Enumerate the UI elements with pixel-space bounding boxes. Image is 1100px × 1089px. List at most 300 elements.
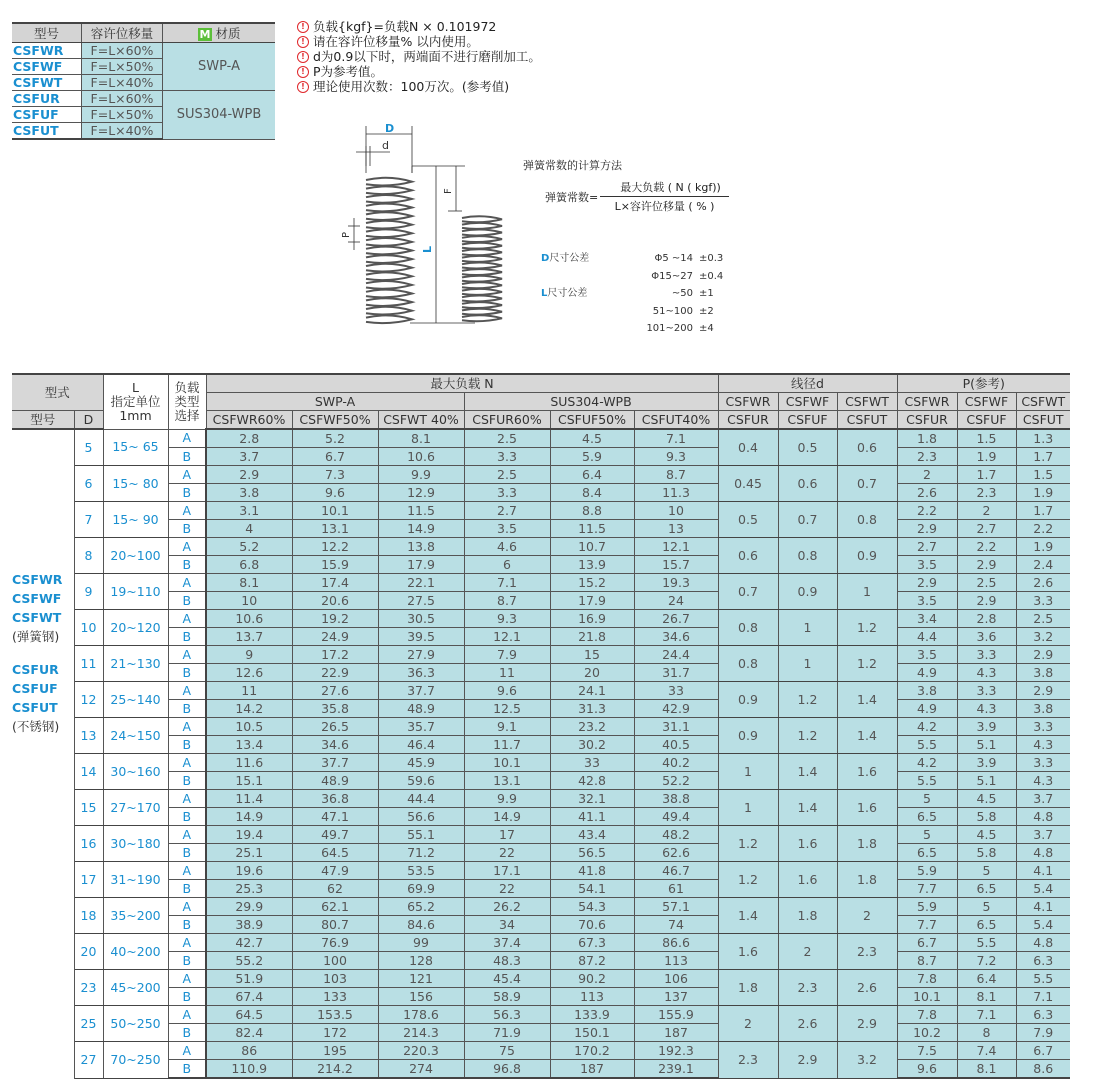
max-load-value: 38.8 bbox=[634, 790, 718, 808]
max-load-value: 8.1 bbox=[206, 574, 292, 592]
table-row bbox=[12, 610, 1070, 628]
max-load-value: 10.5 bbox=[206, 718, 292, 736]
pitch-value: 2.9 bbox=[897, 574, 957, 592]
max-load-value: 13.7 bbox=[206, 628, 292, 646]
max-load-value: 67.4 bbox=[206, 988, 292, 1006]
pitch-value: 6.7 bbox=[1016, 1042, 1070, 1060]
coil-turn bbox=[462, 223, 502, 229]
max-load-value: 33 bbox=[634, 682, 718, 700]
tolerance-row bbox=[541, 303, 723, 321]
max-load-value: 8.7 bbox=[464, 592, 550, 610]
max-load-value: 128 bbox=[378, 952, 464, 970]
table-row bbox=[12, 808, 1070, 826]
wire-diameter-value: 0.45 bbox=[718, 466, 778, 502]
pitch-value: 5.9 bbox=[897, 898, 957, 916]
max-load-value: 64.5 bbox=[292, 844, 378, 862]
load-type-b: B bbox=[168, 808, 206, 826]
header-tolerance: 容许位移量 bbox=[82, 23, 163, 43]
load-type-b: B bbox=[168, 1060, 206, 1079]
pitch-value: 3.5 bbox=[897, 592, 957, 610]
max-load-value: 4.5 bbox=[550, 429, 634, 448]
warning-icon: ! bbox=[297, 21, 309, 33]
coil-turn bbox=[462, 216, 502, 222]
pitch-value: 7.7 bbox=[897, 880, 957, 898]
header-material: M 材质 bbox=[163, 23, 276, 43]
max-load-value: 71.2 bbox=[378, 844, 464, 862]
max-load-value: 71.9 bbox=[464, 1024, 550, 1042]
pitch-value: 1.7 bbox=[1016, 502, 1070, 520]
length-range: 20~120 bbox=[103, 610, 168, 646]
max-load-value: 42.7 bbox=[206, 934, 292, 952]
max-load-value: 42.9 bbox=[634, 700, 718, 718]
max-load-value: 48.9 bbox=[378, 700, 464, 718]
wire-diameter-value: 1.4 bbox=[778, 754, 837, 790]
load-type-a: A bbox=[168, 754, 206, 772]
max-load-value: 12.9 bbox=[378, 484, 464, 502]
max-load-value: 86 bbox=[206, 1042, 292, 1060]
pitch-value: 5.8 bbox=[957, 844, 1016, 862]
pitch-value: 2.9 bbox=[957, 556, 1016, 574]
wire-diameter-value: 0.7 bbox=[837, 466, 897, 502]
max-load-value: 4.6 bbox=[464, 538, 550, 556]
load-type-b: B bbox=[168, 700, 206, 718]
max-load-value: 15.9 bbox=[292, 556, 378, 574]
max-load-value: 13.8 bbox=[378, 538, 464, 556]
max-load-value: 121 bbox=[378, 970, 464, 988]
d-value: 12 bbox=[74, 682, 103, 718]
material-name: SWP-A bbox=[163, 43, 276, 91]
wire-diameter-value: 0.7 bbox=[778, 502, 837, 538]
max-load-value: 32.1 bbox=[550, 790, 634, 808]
max-load-value: 34.6 bbox=[634, 628, 718, 646]
max-load-value: 9.6 bbox=[464, 682, 550, 700]
max-load-value: 23.2 bbox=[550, 718, 634, 736]
max-load-value: 58.9 bbox=[464, 988, 550, 1006]
load-type-a: A bbox=[168, 466, 206, 484]
wire-diameter-value: 1.2 bbox=[718, 862, 778, 898]
max-load-value: 48.3 bbox=[464, 952, 550, 970]
pitch-value: 7.8 bbox=[897, 1006, 957, 1024]
header-max-load: 最大负载 N bbox=[206, 374, 718, 393]
max-load-value: 187 bbox=[550, 1060, 634, 1079]
max-load-value: 14.9 bbox=[206, 808, 292, 826]
pitch-value: 8.7 bbox=[897, 952, 957, 970]
max-load-value: 12.5 bbox=[464, 700, 550, 718]
max-load-value: 67.3 bbox=[550, 934, 634, 952]
material-code: CSFWT bbox=[12, 75, 82, 91]
wire-diameter-value: 1 bbox=[778, 610, 837, 646]
pitch-value: 5.1 bbox=[957, 736, 1016, 754]
wire-diameter-value: 1.2 bbox=[718, 826, 778, 862]
pitch-value: 3.3 bbox=[1016, 592, 1070, 610]
max-load-value: 40.2 bbox=[634, 754, 718, 772]
wire-diameter-value: 1.6 bbox=[837, 754, 897, 790]
length-range: 70~250 bbox=[103, 1042, 168, 1079]
max-load-value: 6.7 bbox=[292, 448, 378, 466]
wire-diameter-value: 0.8 bbox=[718, 610, 778, 646]
header-wire-col: CSFUF bbox=[778, 411, 837, 430]
pitch-value: 2.7 bbox=[957, 520, 1016, 538]
max-load-value: 76.9 bbox=[292, 934, 378, 952]
coil-turn bbox=[366, 221, 412, 229]
max-load-value: 8.1 bbox=[378, 429, 464, 448]
max-load-value: 38.9 bbox=[206, 916, 292, 934]
max-load-value: 2.7 bbox=[464, 502, 550, 520]
header-pitch-col: CSFUT bbox=[1016, 411, 1070, 430]
wire-diameter-value: 1.4 bbox=[718, 898, 778, 934]
table-row bbox=[12, 916, 1070, 934]
coil-turn bbox=[462, 289, 502, 295]
coil-turn bbox=[366, 307, 412, 315]
table-row bbox=[12, 520, 1070, 538]
spring-free-length-illustration bbox=[366, 178, 412, 323]
formula-denominator: L×容许位移量 ( % ) bbox=[614, 200, 715, 213]
load-type-b: B bbox=[168, 772, 206, 790]
max-load-value: 64.5 bbox=[206, 1006, 292, 1024]
max-load-value: 43.4 bbox=[550, 826, 634, 844]
max-load-value: 12.2 bbox=[292, 538, 378, 556]
max-load-value: 9.3 bbox=[464, 610, 550, 628]
tolerance-range: 51~100 bbox=[652, 305, 693, 317]
max-load-value: 133 bbox=[292, 988, 378, 1006]
header-pitch-col: CSFWT bbox=[1016, 393, 1070, 411]
d-value: 13 bbox=[74, 718, 103, 754]
d-value: 25 bbox=[74, 1006, 103, 1042]
max-load-value: 36.3 bbox=[378, 664, 464, 682]
pitch-value: 4.1 bbox=[1016, 898, 1070, 916]
max-load-value: 45.4 bbox=[464, 970, 550, 988]
coil-turn bbox=[462, 256, 502, 262]
max-load-value: 21.8 bbox=[550, 628, 634, 646]
coil-turn bbox=[462, 269, 502, 275]
table-row bbox=[12, 826, 1070, 844]
wire-diameter-value: 0.8 bbox=[778, 538, 837, 574]
max-load-value: 51.9 bbox=[206, 970, 292, 988]
load-type-b: B bbox=[168, 448, 206, 466]
load-type-a: A bbox=[168, 682, 206, 700]
pitch-value: 5.1 bbox=[957, 772, 1016, 790]
wire-diameter-value: 0.6 bbox=[718, 538, 778, 574]
type-material-name: (弹簧钢) bbox=[12, 629, 60, 644]
pitch-value: 3.5 bbox=[897, 646, 957, 664]
load-type-a: A bbox=[168, 790, 206, 808]
coil-turn bbox=[462, 309, 502, 315]
table-row bbox=[12, 502, 1070, 520]
max-load-value: 54.1 bbox=[550, 880, 634, 898]
formula-numerator: 最大负载 ( N ( kgf)) bbox=[600, 179, 729, 197]
coil-turn bbox=[366, 195, 412, 203]
pitch-value: 8.1 bbox=[957, 988, 1016, 1006]
table-row bbox=[12, 736, 1070, 754]
pitch-value: 2.9 bbox=[1016, 646, 1070, 664]
max-load-value: 37.7 bbox=[292, 754, 378, 772]
wire-diameter-value: 0.9 bbox=[718, 718, 778, 754]
max-load-value: 99 bbox=[378, 934, 464, 952]
pitch-value: 1.9 bbox=[1016, 484, 1070, 502]
d-value: 27 bbox=[74, 1042, 103, 1079]
note-item: ! 负载{kgf}=负载N × 0.101972 bbox=[297, 19, 541, 34]
pitch-value: 6.5 bbox=[897, 844, 957, 862]
load-type-a: A bbox=[168, 970, 206, 988]
max-load-value: 87.2 bbox=[550, 952, 634, 970]
tolerance-range: ~50 bbox=[671, 288, 693, 299]
pitch-value: 2.8 bbox=[957, 610, 1016, 628]
tolerance-row bbox=[541, 250, 723, 268]
header-load-col: CSFUT40% bbox=[634, 411, 718, 430]
max-load-value: 48.2 bbox=[634, 826, 718, 844]
max-load-value: 17 bbox=[464, 826, 550, 844]
max-load-value: 3.3 bbox=[464, 484, 550, 502]
pitch-value: 3.3 bbox=[957, 646, 1016, 664]
max-load-value: 70.6 bbox=[550, 916, 634, 934]
max-load-value: 12.6 bbox=[206, 664, 292, 682]
pitch-value: 2.6 bbox=[1016, 574, 1070, 592]
header-load-col: CSFUR60% bbox=[464, 411, 550, 430]
max-load-value: 13.1 bbox=[464, 772, 550, 790]
pitch-value: 6.5 bbox=[897, 808, 957, 826]
max-load-value: 25.1 bbox=[206, 844, 292, 862]
load-type-b: B bbox=[168, 520, 206, 538]
tolerance-letter: D bbox=[541, 253, 550, 264]
pitch-value: 3.3 bbox=[1016, 754, 1070, 772]
wire-diameter-value: 1.6 bbox=[778, 862, 837, 898]
type-code: CSFUT bbox=[12, 700, 58, 715]
wire-diameter-value: 0.8 bbox=[718, 646, 778, 682]
max-load-value: 12.1 bbox=[634, 538, 718, 556]
max-load-value: 172 bbox=[292, 1024, 378, 1042]
pitch-value: 2 bbox=[957, 502, 1016, 520]
load-type-a: A bbox=[168, 934, 206, 952]
wire-diameter-value: 1.2 bbox=[837, 646, 897, 682]
wire-diameter-value: 1.8 bbox=[837, 826, 897, 862]
max-load-value: 24.9 bbox=[292, 628, 378, 646]
pitch-value: 7.1 bbox=[957, 1006, 1016, 1024]
max-load-value: 2.8 bbox=[206, 429, 292, 448]
pitch-value: 1.9 bbox=[957, 448, 1016, 466]
max-load-value: 34.6 bbox=[292, 736, 378, 754]
max-load-value: 110.9 bbox=[206, 1060, 292, 1079]
max-load-value: 9.1 bbox=[464, 718, 550, 736]
max-load-value: 3.8 bbox=[206, 484, 292, 502]
max-load-value: 20 bbox=[550, 664, 634, 682]
type-code: CSFUR bbox=[12, 662, 59, 677]
table-row bbox=[12, 772, 1070, 790]
wire-diameter-value: 1.4 bbox=[778, 790, 837, 826]
max-load-value: 74 bbox=[634, 916, 718, 934]
note-item: ! 理论使用次数：100万次。(参考值) bbox=[297, 79, 541, 94]
header-d: D bbox=[74, 411, 103, 430]
wire-diameter-value: 0.7 bbox=[718, 574, 778, 610]
pitch-value: 4.9 bbox=[897, 664, 957, 682]
max-load-value: 22.9 bbox=[292, 664, 378, 682]
table-row bbox=[12, 718, 1070, 736]
pitch-value: 6.5 bbox=[957, 880, 1016, 898]
max-load-value: 35.8 bbox=[292, 700, 378, 718]
warning-icon: ! bbox=[297, 66, 309, 78]
material-code: CSFUR bbox=[12, 91, 82, 107]
wire-diameter-value: 2.3 bbox=[718, 1042, 778, 1079]
max-load-value: 54.3 bbox=[550, 898, 634, 916]
max-load-value: 13.1 bbox=[292, 520, 378, 538]
pitch-value: 3.2 bbox=[1016, 628, 1070, 646]
d-value: 17 bbox=[74, 862, 103, 898]
coil-turn bbox=[366, 281, 412, 289]
load-type-a: A bbox=[168, 718, 206, 736]
dimension-label-d: d bbox=[382, 139, 389, 152]
wire-diameter-value: 2 bbox=[837, 898, 897, 934]
coil-turn bbox=[366, 315, 412, 323]
pitch-value: 2.5 bbox=[1016, 610, 1070, 628]
max-load-value: 106 bbox=[634, 970, 718, 988]
coil-turn bbox=[366, 290, 412, 298]
material-tolerance: F=L×40% bbox=[82, 123, 163, 140]
coil-turn bbox=[462, 315, 502, 321]
pitch-value: 5.9 bbox=[897, 862, 957, 880]
max-load-value: 3.3 bbox=[464, 448, 550, 466]
d-value: 20 bbox=[74, 934, 103, 970]
max-load-value: 84.6 bbox=[378, 916, 464, 934]
max-load-value: 15 bbox=[550, 646, 634, 664]
max-load-value: 2.5 bbox=[464, 466, 550, 484]
wire-diameter-value: 2.6 bbox=[837, 970, 897, 1006]
wire-diameter-value: 3.2 bbox=[837, 1042, 897, 1079]
tolerance-value: ±2 bbox=[699, 305, 714, 317]
max-load-value: 47.1 bbox=[292, 808, 378, 826]
max-load-value: 31.3 bbox=[550, 700, 634, 718]
coil-turn bbox=[366, 229, 412, 237]
pitch-value: 5.5 bbox=[957, 934, 1016, 952]
tolerance-row bbox=[541, 268, 723, 286]
coil-turn bbox=[366, 178, 412, 186]
wire-diameter-value: 2 bbox=[778, 934, 837, 970]
max-load-value: 3.1 bbox=[206, 502, 292, 520]
max-load-value: 15.2 bbox=[550, 574, 634, 592]
table-row bbox=[12, 664, 1070, 682]
max-load-value: 7.9 bbox=[464, 646, 550, 664]
pitch-value: 5.5 bbox=[897, 772, 957, 790]
max-load-value: 19.3 bbox=[634, 574, 718, 592]
max-load-value: 11.5 bbox=[378, 502, 464, 520]
warning-icon: ! bbox=[297, 51, 309, 63]
length-range: 45~200 bbox=[103, 970, 168, 1006]
table-row bbox=[12, 988, 1070, 1006]
header-code: 型号 bbox=[12, 23, 82, 43]
max-load-value: 133.9 bbox=[550, 1006, 634, 1024]
spec-table bbox=[12, 373, 1070, 1079]
pitch-value: 5.4 bbox=[1016, 916, 1070, 934]
d-value: 5 bbox=[74, 429, 103, 466]
note-item: ! P为参考值。 bbox=[297, 64, 541, 79]
max-load-value: 24 bbox=[634, 592, 718, 610]
load-type-a: A bbox=[168, 502, 206, 520]
wire-diameter-value: 1.6 bbox=[718, 934, 778, 970]
header-sus: SUS304-WPB bbox=[464, 393, 718, 411]
max-load-value: 57.1 bbox=[634, 898, 718, 916]
dimension-label-L: L bbox=[421, 245, 434, 253]
table-row bbox=[12, 466, 1070, 484]
pitch-value: 5 bbox=[897, 790, 957, 808]
load-type-a: A bbox=[168, 1006, 206, 1024]
pitch-value: 6.5 bbox=[957, 916, 1016, 934]
header-load-col: CSFWR60% bbox=[206, 411, 292, 430]
wire-diameter-value: 0.6 bbox=[778, 466, 837, 502]
pitch-value: 1.8 bbox=[897, 429, 957, 448]
type-label-cell bbox=[12, 429, 74, 1078]
max-load-value: 2.5 bbox=[464, 429, 550, 448]
load-type-b: B bbox=[168, 556, 206, 574]
pitch-value: 3.9 bbox=[957, 718, 1016, 736]
max-load-value: 3.5 bbox=[464, 520, 550, 538]
max-load-value: 52.2 bbox=[634, 772, 718, 790]
max-load-value: 6 bbox=[464, 556, 550, 574]
length-range: 30~180 bbox=[103, 826, 168, 862]
max-load-value: 29.9 bbox=[206, 898, 292, 916]
max-load-value: 17.4 bbox=[292, 574, 378, 592]
material-tolerance: F=L×60% bbox=[82, 91, 163, 107]
pitch-value: 10.2 bbox=[897, 1024, 957, 1042]
max-load-value: 48.9 bbox=[292, 772, 378, 790]
pitch-value: 2.5 bbox=[957, 574, 1016, 592]
max-load-value: 34 bbox=[464, 916, 550, 934]
coil-turn bbox=[366, 247, 412, 255]
coil-turn bbox=[462, 282, 502, 288]
tolerance-row bbox=[541, 320, 723, 338]
pitch-value: 4.8 bbox=[1016, 844, 1070, 862]
max-load-value: 37.4 bbox=[464, 934, 550, 952]
table-row bbox=[12, 754, 1070, 772]
max-load-value: 96.8 bbox=[464, 1060, 550, 1079]
max-load-value: 17.2 bbox=[292, 646, 378, 664]
max-load-value: 214.3 bbox=[378, 1024, 464, 1042]
dimension-label-D: D bbox=[385, 122, 395, 135]
pitch-value: 3.5 bbox=[897, 556, 957, 574]
max-load-value: 90.2 bbox=[550, 970, 634, 988]
max-load-value: 9.3 bbox=[634, 448, 718, 466]
pitch-value: 2.3 bbox=[957, 484, 1016, 502]
max-load-value: 27.5 bbox=[378, 592, 464, 610]
tolerance-label: 尺寸公差 bbox=[547, 288, 588, 299]
max-load-value: 4 bbox=[206, 520, 292, 538]
max-load-value: 55.2 bbox=[206, 952, 292, 970]
notes-list bbox=[297, 19, 541, 94]
max-load-value: 22.1 bbox=[378, 574, 464, 592]
max-load-value: 137 bbox=[634, 988, 718, 1006]
length-range: 31~190 bbox=[103, 862, 168, 898]
max-load-value: 11 bbox=[206, 682, 292, 700]
pitch-value: 3.8 bbox=[1016, 700, 1070, 718]
pitch-value: 1.9 bbox=[1016, 538, 1070, 556]
pitch-value: 7.1 bbox=[1016, 988, 1070, 1006]
max-load-value: 19.4 bbox=[206, 826, 292, 844]
tolerance-range: Φ15~27 bbox=[651, 270, 693, 282]
material-code: CSFUT bbox=[12, 123, 82, 140]
header-type-group: 型式 bbox=[12, 374, 103, 411]
max-load-value: 7.3 bbox=[292, 466, 378, 484]
wire-diameter-value: 1.8 bbox=[778, 898, 837, 934]
pitch-value: 5.5 bbox=[1016, 970, 1070, 988]
pitch-value: 5.8 bbox=[957, 808, 1016, 826]
pitch-value: 4.8 bbox=[1016, 934, 1070, 952]
pitch-value: 2.7 bbox=[897, 538, 957, 556]
coil-turn bbox=[462, 263, 502, 269]
coil-turn bbox=[462, 249, 502, 255]
header-pitch-col: CSFWF bbox=[957, 393, 1016, 411]
pitch-value: 7.5 bbox=[897, 1042, 957, 1060]
load-type-a: A bbox=[168, 826, 206, 844]
wire-diameter-value: 2.6 bbox=[778, 1006, 837, 1042]
load-type-b: B bbox=[168, 484, 206, 502]
d-value: 23 bbox=[74, 970, 103, 1006]
